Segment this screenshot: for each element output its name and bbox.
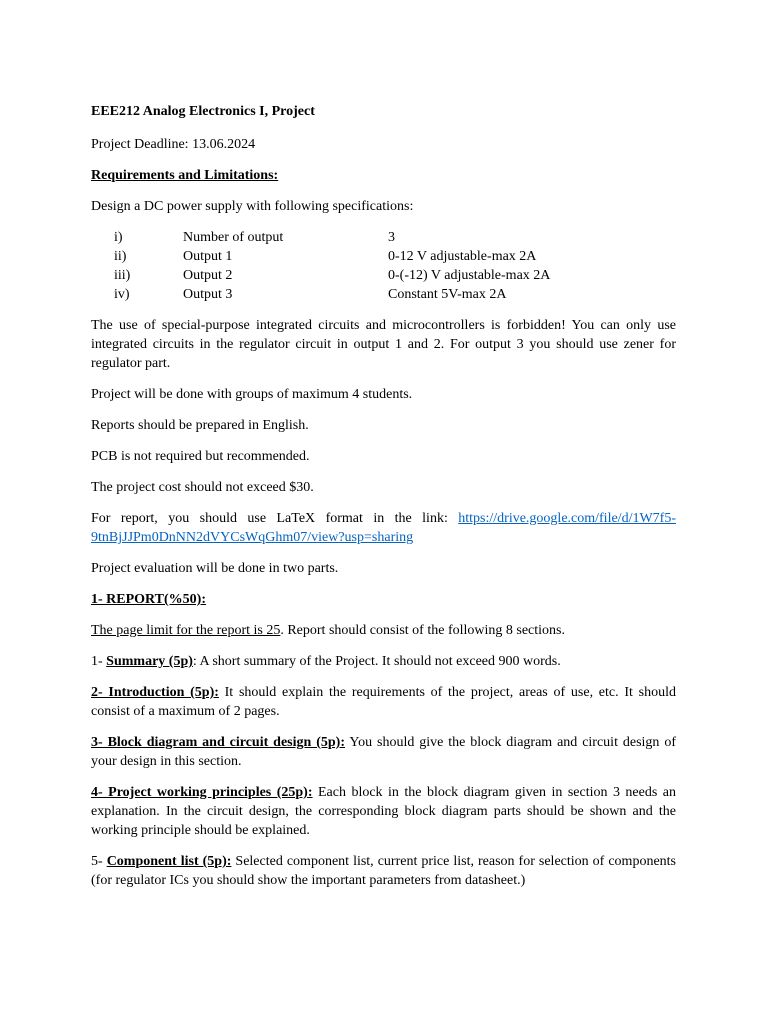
spec-row [91,266,550,285]
section-block-diagram [91,733,676,771]
section-prefix: 5- [91,854,107,869]
latex-paragraph [91,509,676,547]
report-heading: 1- REPORT(%50): [91,592,206,607]
spec-row [91,285,550,304]
spec-value: 3 [388,230,395,245]
section-summary [91,652,676,671]
section-text: : A short summary of the Project. It should not exceed 900 words. [192,654,561,669]
section-text: You should give the block diagram and circuit design of your design in this section. [91,735,676,769]
section-label: 3- Block diagram and circuit design (5p): [91,735,345,750]
specs-table [91,228,550,304]
spec-row [91,228,550,247]
spec-value: Constant 5V-max 2A [388,287,507,302]
spec-number: iii) [114,268,131,283]
spec-value: 0-12 V adjustable-max 2A [388,249,537,264]
section-label: Summary (5p) [106,654,193,669]
section-text: Selected component list, current price list, reason for selection of components (for regulator ICs you should show the important parameters from datasheet.) [91,854,676,888]
latex-template-link[interactable]: https://drive.google.com/file/d/1W7f5-9tnBjJJPm0DnNN2dVYCsWqGhm07/view?usp=sharing [91,511,676,545]
project-deadline: Project Deadline: 13.06.2024 [91,137,256,152]
spec-name: Number of output [183,230,284,245]
spec-name: Output 3 [183,287,233,302]
page-limit-rest: . Report should consist of the following 8 sections. [280,623,565,638]
ic-rule-paragraph: The use of special-purpose integrated circuits and microcontrollers is forbidden! You can only use integrated circuits in the regulator circuit in output 1 and 2. For output 3 you should use zener for regulator part. [91,318,676,371]
latex-prefix: For report, you should use LaTeX format in the link: [91,511,459,526]
spec-row [91,247,550,266]
page-limit-paragraph [91,621,676,640]
requirements-heading: Requirements and Limitations: [91,168,279,183]
section-text: It should explain the requirements of the project, areas of use, etc. It should consist of a maximum of 2 pages. [91,685,676,719]
language-paragraph: Reports should be prepared in English. [91,418,309,433]
spec-number: ii) [114,249,127,264]
pcb-paragraph: PCB is not required but recommended. [91,449,310,464]
section-label: Component list (5p): [106,854,232,869]
groups-paragraph: Project will be done with groups of maximum 4 students. [91,387,413,402]
spec-number: i) [114,230,123,245]
section-introduction [91,683,676,721]
spec-number: iv) [114,287,130,302]
document-content [91,102,676,902]
page-limit-text: The page limit for the report is 25 [91,623,281,638]
evaluation-paragraph: Project evaluation will be done in two parts. [91,561,339,576]
section-label: 4- Project working principles (25p): [91,785,313,800]
cost-paragraph: The project cost should not exceed $30. [91,480,314,495]
document-title: EEE212 Analog Electronics I, Project [91,104,315,119]
design-intro: Design a DC power supply with following specifications: [91,199,414,214]
spec-name: Output 1 [183,249,233,264]
section-working-principles [91,783,676,840]
spec-value: 0-(-12) V adjustable-max 2A [388,268,551,283]
section-label: 2- Introduction (5p): [91,685,219,700]
spec-name: Output 2 [183,268,233,283]
section-component-list [91,852,676,890]
section-text: Each block in the block diagram given in section 3 needs an explanation. In the circuit design, the corresponding block diagram parts should be shown and the working principle should be explained. [91,785,676,838]
section-prefix: 1- [91,654,107,669]
